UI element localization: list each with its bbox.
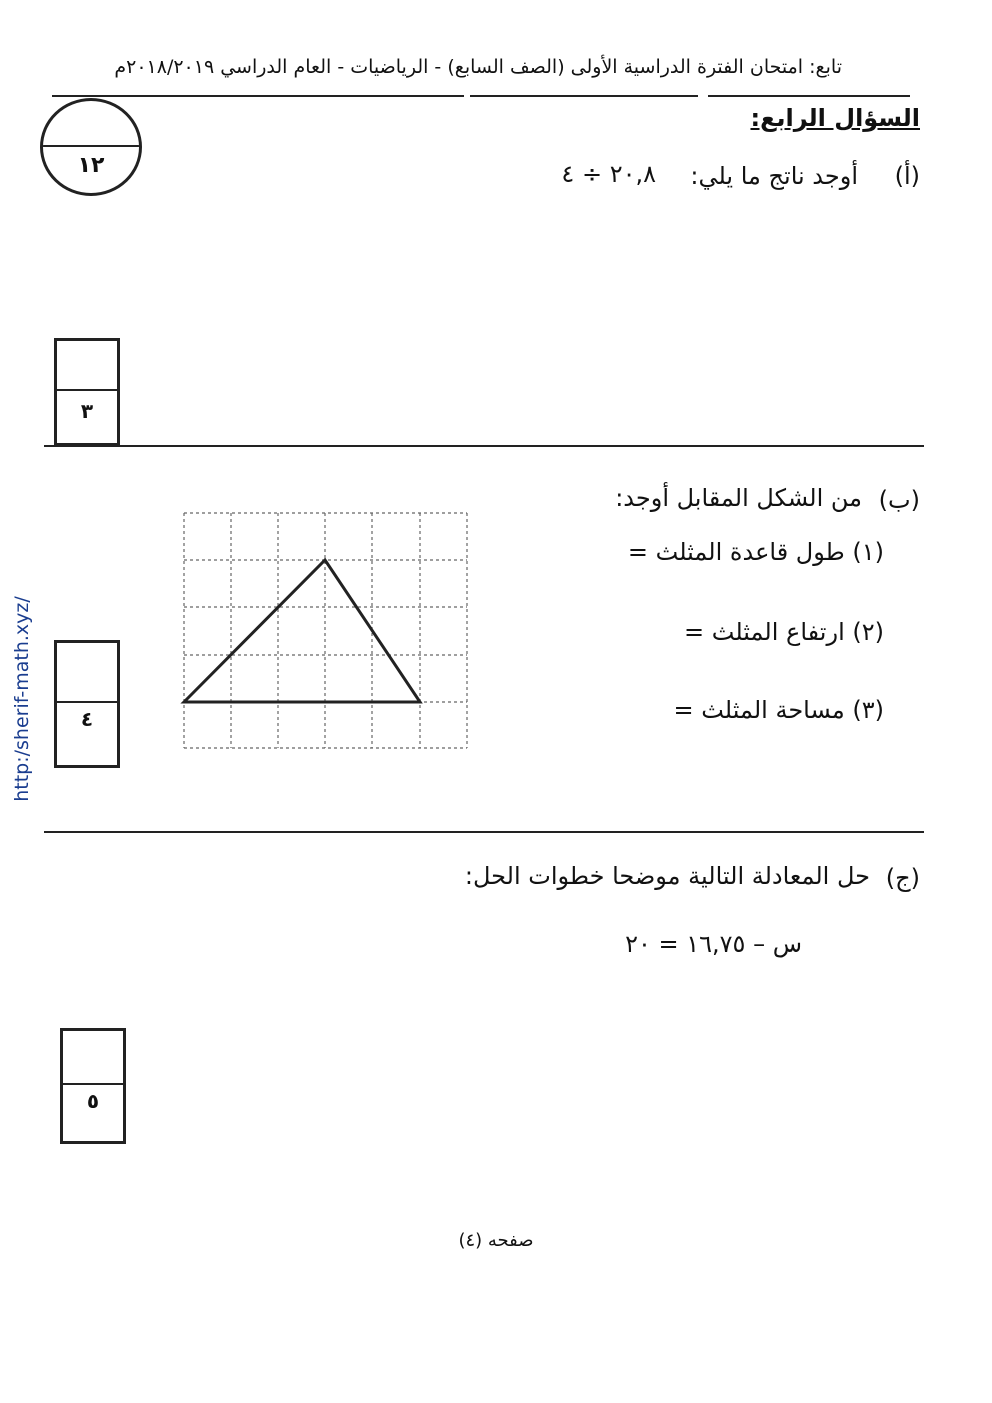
header-line-left: [52, 95, 464, 97]
score-box-divider: [57, 701, 117, 703]
score-box-divider: [57, 389, 117, 391]
score-box-divider: [63, 1083, 123, 1085]
part-b-item-area: (٣) مساحة المثلث =: [673, 696, 884, 724]
part-b-score-box: [54, 640, 120, 768]
part-a-score-box: [54, 338, 120, 446]
part-a-label: (أ): [894, 162, 920, 190]
grid-lines: [184, 513, 467, 748]
part-b-score: ٤: [80, 707, 94, 731]
side-url-watermark: http:/sherif-math.xyz/: [11, 596, 33, 802]
page-number: صفحه (٤): [458, 1230, 534, 1251]
section-divider-bc: [44, 831, 924, 833]
part-b-prompt: من الشكل المقابل أوجد:: [615, 484, 862, 512]
part-b-item-height: (٢) ارتفاع المثلث =: [684, 618, 884, 646]
score-circle-divider: [43, 145, 139, 147]
total-score-circle: [40, 98, 142, 196]
header-line-middle: [470, 95, 698, 97]
part-a-score: ٣: [80, 399, 94, 423]
part-c-score: ٥: [86, 1089, 100, 1113]
part-c-label: (ج): [885, 864, 920, 892]
section-divider-ab: [44, 445, 924, 447]
question-title: السؤال الرابع:: [750, 104, 920, 132]
total-score-value: ١٢: [77, 153, 105, 178]
triangle-grid-figure: [178, 508, 474, 754]
part-a-prompt: أوجد ناتج ما يلي:: [690, 162, 858, 190]
part-a-expression: ٢٠,٨ ÷ ٤: [561, 160, 656, 188]
part-c-equation: س – ١٦,٧٥ = ٢٠: [625, 930, 802, 958]
triangle: [184, 560, 420, 702]
part-b-item-base: (١) طول قاعدة المثلث =: [627, 538, 884, 566]
part-b-label: (ب): [878, 486, 920, 514]
header-line-right: [708, 95, 910, 97]
part-c-score-box: [60, 1028, 126, 1144]
part-c-prompt: حل المعادلة التالية موضحا خطوات الحل:: [464, 862, 870, 890]
exam-header: تابع: امتحان الفترة الدراسية الأولى (الصف السابع) - الرياضيات - العام الدراسي ٢٠١٨/٢٠١٩م: [114, 56, 842, 78]
